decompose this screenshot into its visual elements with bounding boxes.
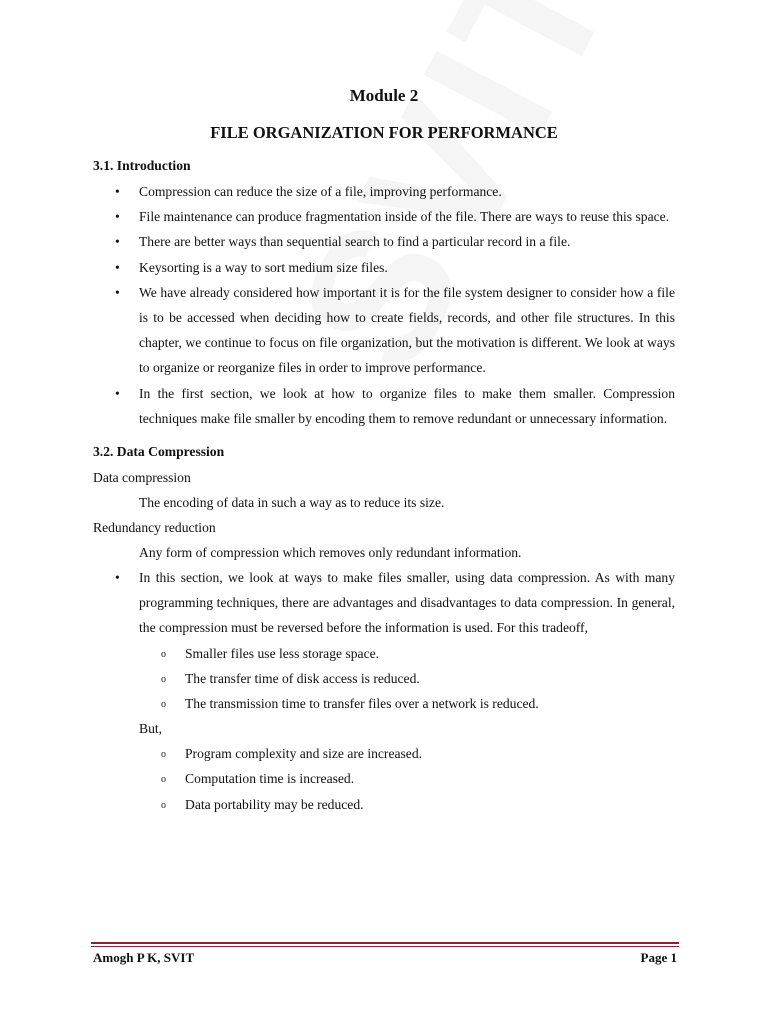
page-footer xyxy=(93,950,677,966)
section-heading-introduction: 3.1. Introduction xyxy=(93,158,191,173)
list-item: • There are better ways than sequential search to find a particular record in a file. xyxy=(93,229,675,254)
term-redundancy-reduction: Redundancy reduction xyxy=(93,520,216,536)
but-label: But, xyxy=(139,721,163,737)
compression-bullet-list xyxy=(93,565,675,817)
compression-bullet-text: In this section, we look at ways to make files smaller, using data compression. As with many programming techniques, there are advantages and disadvantages to data compression. In general, the compression must be reversed before the information is used. For this tradeoff, xyxy=(139,570,675,636)
footer-divider xyxy=(91,942,679,947)
disadvantages-list xyxy=(93,741,675,817)
list-item: • File maintenance can produce fragmentation inside of the file. There are ways to reuse this space. xyxy=(93,204,675,229)
list-item xyxy=(93,565,675,817)
module-title: Module 2 xyxy=(349,86,419,105)
advantages-list xyxy=(93,641,675,717)
sub-list-item: o Data portability may be reduced. xyxy=(139,792,675,817)
list-item: • Keysorting is a way to sort medium size files. xyxy=(93,255,675,280)
definition-redundancy-reduction: Any form of compression which removes only redundant information. xyxy=(139,545,522,561)
section-heading-data-compression: 3.2. Data Compression xyxy=(93,444,225,460)
term-data-compression: Data compression xyxy=(93,470,191,486)
definition-data-compression: The encoding of data in such a way as to reduce its size. xyxy=(139,495,445,511)
introduction-bullet-list xyxy=(93,179,675,431)
list-item: • We have already considered how important it is for the file system designer to consider how a file is to be accessed when deciding how to create fields, records, and other file structures. In this chapter, we continue to focus on file organization, but the motivation is different. We look at ways to organize or reorganize files in order to improve performance. xyxy=(93,280,675,381)
footer-page-number: Page 1 xyxy=(640,950,677,965)
sub-list-item: o The transfer time of disk access is reduced. xyxy=(139,666,675,691)
sub-list-item: o Smaller files use less storage space. xyxy=(139,641,675,666)
sub-list-item: o Program complexity and size are increased. xyxy=(139,741,675,766)
footer-author: Amogh P K, SVIT xyxy=(93,950,195,965)
list-item: • Compression can reduce the size of a file, improving performance. xyxy=(93,179,675,204)
document-title: FILE ORGANIZATION FOR PERFORMANCE xyxy=(210,123,558,142)
document-page xyxy=(93,86,675,817)
list-item: • In the first section, we look at how to organize files to make them smaller. Compression techniques make file smaller by encoding them to remove redundant or unnecessary information. xyxy=(93,381,675,431)
sub-list-item: o The transmission time to transfer files over a network is reduced. xyxy=(139,691,675,716)
sub-list-item: o Computation time is increased. xyxy=(139,766,675,791)
